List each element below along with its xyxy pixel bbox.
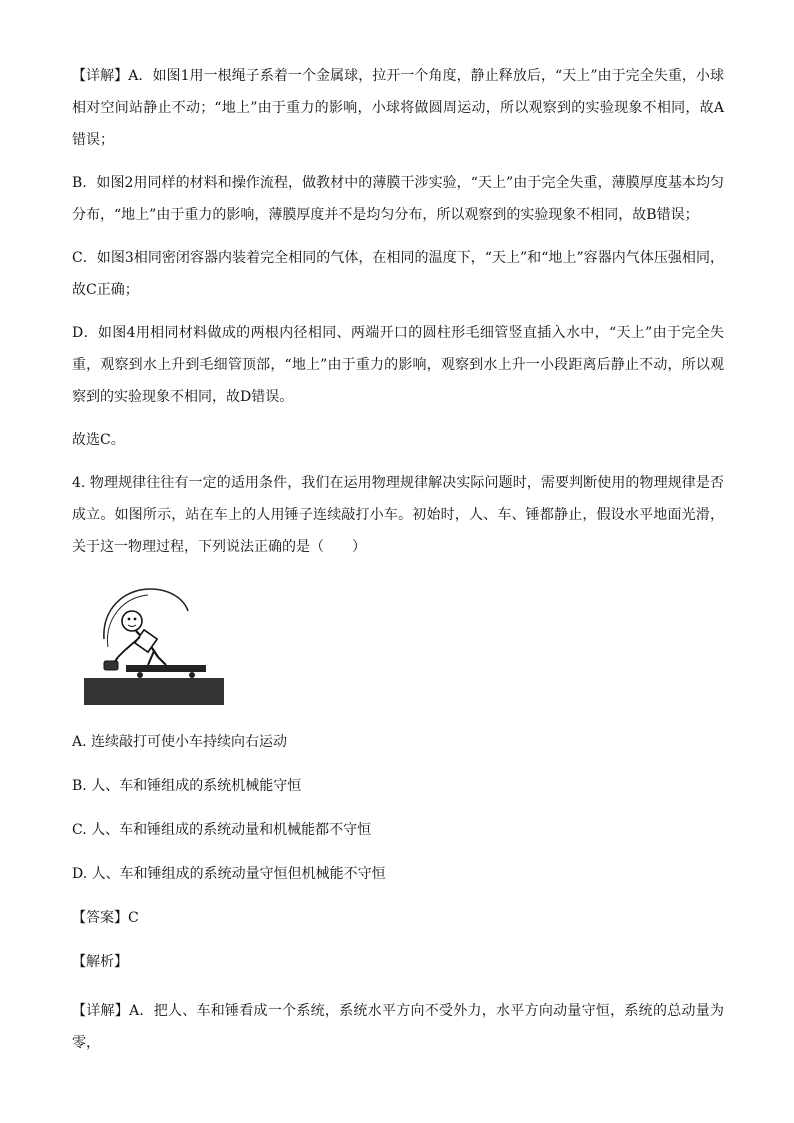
detail-option-c: C．如图3相同密闭容器内装着完全相同的气体，在相同的温度下，“天上”和“地上”容器内气体压强相同，故C正确；: [72, 250, 724, 298]
detail-tag: 【详解】: [72, 68, 129, 84]
conclusion-text: 故选C。: [72, 432, 125, 448]
option-c: C. 人、车和锤组成的系统动量和机械能都不守恒: [72, 822, 372, 838]
option-b: B. 人、车和锤组成的系统机械能守恒: [72, 778, 302, 794]
detail-q4-tag: 【详解】: [72, 1003, 130, 1019]
cart-figure-svg: [84, 581, 224, 709]
detail-option-d: D．如图4用相同材料做成的两根内径相同、两端开口的圆柱形毛细管竖直插入水中，“天上”由于完全失重，观察到水上升到毛细管顶部，“地上”由于重力的影响，观察到水上升一小段距离后静止不动，所以观察到的实验现象不相同，故D错误。: [72, 325, 724, 405]
document-page: [72, 60, 724, 1070]
option-d: D. 人、车和锤组成的系统动量守恒但机械能不守恒: [72, 866, 386, 882]
answer-line: [72, 907, 724, 929]
detail-a-text: A．如图1用一根绳子系着一个金属球，拉开一个角度，静止释放后，“天上”由于完全失重，小球相对空间站静止不动；“地上”由于重力的影响，小球将做圆周运动，所以观察到的实验现象不相同，故A错误；: [72, 68, 724, 148]
detail-q4-text: A．把人、车和锤看成一个系统，系统水平方向不受外力，水平方向动量守恒，系统的总动量为零，: [72, 1003, 725, 1051]
cart: [126, 665, 206, 672]
cart-wheel-left: [137, 672, 143, 678]
answer-tag: 【答案】: [72, 910, 128, 926]
detail-option-b: B．如图2用同样的材料和操作流程，做教材中的薄膜干涉实验，“天上”由于完全失重，薄膜厚度基本均匀分布，“地上”由于重力的影响，薄膜厚度并不是均匀分布，所以观察到的实验现象不相同，故B错误；: [72, 175, 724, 223]
person-head: [122, 611, 142, 631]
detail-q4: [72, 995, 724, 1059]
detail-option-a: [72, 60, 724, 156]
analysis-tag: 【解析】: [72, 954, 128, 970]
person-hammering-cart-illustration: [84, 581, 224, 709]
option-a: A. 连续敲打可使小车持续向右运动: [72, 734, 288, 750]
answer-value: C: [128, 910, 139, 926]
ground: [84, 678, 224, 705]
question-4-stem: 4. 物理规律往往有一定的适用条件，我们在运用物理规律解决实际问题时，需要判断使用的物理规律是否成立。如图所示，站在车上的人用锤子连续敲打小车。初始时，人、车、锤都静止，假设水平地面光滑，关于这一物理过程，下列说法正确的是（ ）: [72, 475, 724, 555]
hammer-icon: [104, 661, 118, 670]
cart-wheel-right: [189, 672, 195, 678]
